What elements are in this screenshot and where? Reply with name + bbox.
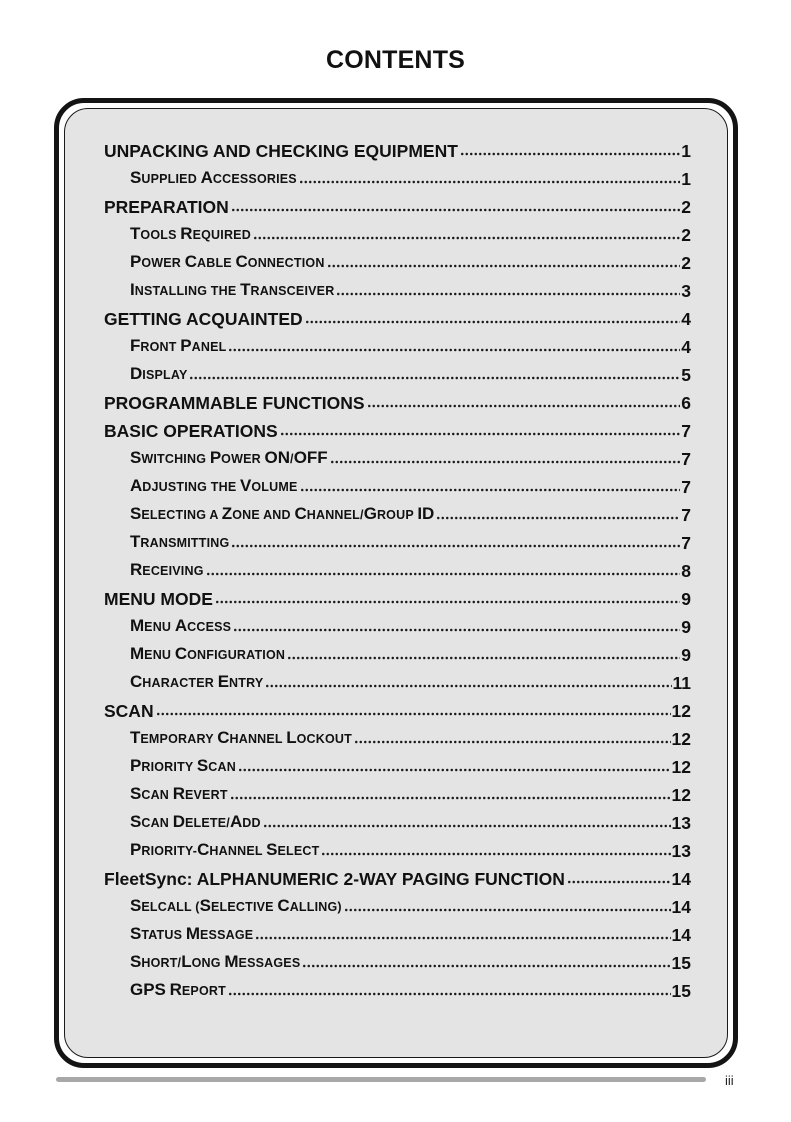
- toc-subentry[interactable]: [104, 442, 691, 470]
- toc-subentry[interactable]: [104, 330, 691, 358]
- dot-leader: [354, 738, 671, 746]
- toc-label: SHORT/LONG MESSAGES: [130, 952, 301, 971]
- toc-label: FleetSync: ALPHANUMERIC 2-WAY PAGING FUNCTION: [104, 869, 565, 889]
- toc-page-number: 7: [681, 421, 691, 441]
- dot-leader: [436, 514, 680, 522]
- toc-page-number: 2: [681, 253, 691, 273]
- toc-entry[interactable]: [104, 694, 691, 722]
- dot-leader: [300, 486, 681, 494]
- toc-entry[interactable]: [104, 134, 691, 162]
- toc-page-number: 7: [681, 505, 691, 525]
- toc-page-number: 4: [681, 309, 691, 329]
- toc-label: SCAN DELETE/ADD: [130, 812, 261, 831]
- toc-page-number: 11: [672, 673, 691, 693]
- toc-page-number: 4: [681, 337, 691, 357]
- toc-page-number: 6: [681, 393, 691, 413]
- dot-leader: [253, 234, 680, 242]
- toc-subentry[interactable]: [104, 358, 691, 386]
- dot-leader: [206, 570, 681, 578]
- dot-leader: [228, 990, 671, 998]
- toc-page-number: 5: [681, 365, 691, 385]
- toc-subentry[interactable]: [104, 946, 691, 974]
- toc-subentry[interactable]: [104, 974, 691, 1002]
- toc-page-number: 7: [681, 477, 691, 497]
- toc-entry[interactable]: [104, 414, 691, 442]
- dot-leader: [231, 542, 680, 550]
- dot-leader: [231, 206, 680, 214]
- toc-subentry[interactable]: [104, 666, 691, 694]
- toc-label: TEMPORARY CHANNEL LOCKOUT: [130, 728, 352, 747]
- footer-rule: [56, 1077, 706, 1082]
- toc-entry[interactable]: [104, 302, 691, 330]
- toc-page-number: 15: [671, 981, 691, 1001]
- dot-leader: [327, 262, 681, 270]
- toc-subentry[interactable]: [104, 246, 691, 274]
- toc-label: SCAN: [104, 701, 154, 721]
- dot-leader: [330, 458, 681, 466]
- toc-subentry[interactable]: [104, 274, 691, 302]
- toc-subentry[interactable]: [104, 722, 691, 750]
- toc-label: MENU MODE: [104, 589, 213, 609]
- toc-subentry[interactable]: [104, 638, 691, 666]
- toc-label: GETTING ACQUAINTED: [104, 309, 303, 329]
- toc-subentry[interactable]: [104, 162, 691, 190]
- toc-label: SELECTING A ZONE AND CHANNEL/GROUP ID: [130, 504, 435, 523]
- dot-leader: [215, 598, 680, 606]
- toc-page-number: 7: [681, 533, 691, 553]
- toc-page-number: 14: [671, 897, 691, 917]
- dot-leader: [367, 402, 681, 410]
- toc-label: MENU CONFIGURATION: [130, 644, 286, 663]
- toc-label: RECEIVING: [130, 560, 204, 579]
- toc-label: MENU ACCESS: [130, 616, 232, 635]
- toc-page-number: 15: [671, 953, 691, 973]
- toc-subentry[interactable]: [104, 526, 691, 554]
- dot-leader: [280, 430, 681, 438]
- toc-subentry[interactable]: [104, 806, 691, 834]
- toc-page-number: 9: [681, 617, 691, 637]
- toc-page-number: 9: [681, 645, 691, 665]
- toc-page-number: 1: [681, 169, 691, 189]
- toc-subentry[interactable]: [104, 498, 691, 526]
- toc-page-number: 12: [671, 785, 691, 805]
- toc-subentry[interactable]: [104, 750, 691, 778]
- toc-page-number: 14: [671, 925, 691, 945]
- toc-label: ADJUSTING THE VOLUME: [130, 476, 298, 495]
- toc-label: TRANSMITTING: [130, 532, 230, 551]
- toc-page-number: 1: [681, 141, 691, 161]
- toc-label: SCAN REVERT: [130, 784, 228, 803]
- dot-leader: [238, 766, 671, 774]
- toc-label: PRIORITY SCAN: [130, 756, 236, 775]
- toc-subentry[interactable]: [104, 918, 691, 946]
- toc-label: DISPLAY: [130, 364, 188, 383]
- dot-leader: [287, 654, 680, 662]
- dot-leader: [189, 374, 680, 382]
- toc-page-number: 14: [671, 869, 691, 889]
- dot-leader: [233, 626, 680, 634]
- toc-label: TOOLS REQUIRED: [130, 224, 251, 243]
- toc-page-number: 13: [671, 813, 691, 833]
- toc-label: PRIORITY-CHANNEL SELECT: [130, 840, 320, 859]
- toc-page-number: 2: [681, 197, 691, 217]
- dot-leader: [344, 906, 671, 914]
- dot-leader: [228, 346, 680, 354]
- toc-page-number: 12: [671, 701, 691, 721]
- toc-label: STATUS MESSAGE: [130, 924, 254, 943]
- toc-label: BASIC OPERATIONS: [104, 421, 278, 441]
- toc-entry[interactable]: [104, 386, 691, 414]
- toc-label: SELCALL (SELECTIVE CALLING): [130, 896, 342, 915]
- toc-subentry[interactable]: [104, 554, 691, 582]
- page-title: CONTENTS: [325, 46, 466, 74]
- dot-leader: [265, 682, 671, 690]
- toc-subentry[interactable]: [104, 218, 691, 246]
- toc-label: UNPACKING AND CHECKING EQUIPMENT: [104, 141, 458, 161]
- dot-leader: [255, 934, 670, 942]
- dot-leader: [460, 150, 680, 158]
- toc-label: PROGRAMMABLE FUNCTIONS: [104, 393, 365, 413]
- toc-label: PREPARATION: [104, 197, 229, 217]
- toc-page-number: 12: [671, 757, 691, 777]
- dot-leader: [336, 290, 680, 298]
- toc-label: INSTALLING THE TRANSCEIVER: [130, 280, 335, 299]
- dot-leader: [567, 878, 671, 886]
- toc-page-number: 8: [681, 561, 691, 581]
- toc-label: CHARACTER ENTRY: [130, 672, 264, 691]
- toc-page-number: 7: [681, 449, 691, 469]
- table-of-contents: [104, 134, 691, 1002]
- dot-leader: [156, 710, 671, 718]
- toc-entry[interactable]: [104, 582, 691, 610]
- dot-leader: [305, 318, 681, 326]
- toc-page-number: 9: [681, 589, 691, 609]
- toc-label: SUPPLIED ACCESSORIES: [130, 168, 297, 187]
- toc-page-number: 2: [681, 225, 691, 245]
- toc-label: GPS REPORT: [130, 980, 226, 999]
- dot-leader: [321, 850, 670, 858]
- toc-label: POWER CABLE CONNECTION: [130, 252, 325, 271]
- toc-subentry[interactable]: [104, 890, 691, 918]
- toc-label: FRONT PANEL: [130, 336, 227, 355]
- page-number: iii: [725, 1073, 734, 1088]
- dot-leader: [299, 178, 680, 186]
- toc-subentry[interactable]: [104, 470, 691, 498]
- toc-subentry[interactable]: [104, 778, 691, 806]
- toc-page-number: 3: [681, 281, 691, 301]
- toc-page-number: 13: [671, 841, 691, 861]
- dot-leader: [230, 794, 671, 802]
- toc-label: SWITCHING POWER ON/OFF: [130, 448, 328, 467]
- toc-entry[interactable]: [104, 862, 691, 890]
- toc-subentry[interactable]: [104, 834, 691, 862]
- toc-subentry[interactable]: [104, 610, 691, 638]
- toc-entry[interactable]: [104, 190, 691, 218]
- dot-leader: [302, 962, 670, 970]
- toc-page-number: 12: [671, 729, 691, 749]
- dot-leader: [263, 822, 671, 830]
